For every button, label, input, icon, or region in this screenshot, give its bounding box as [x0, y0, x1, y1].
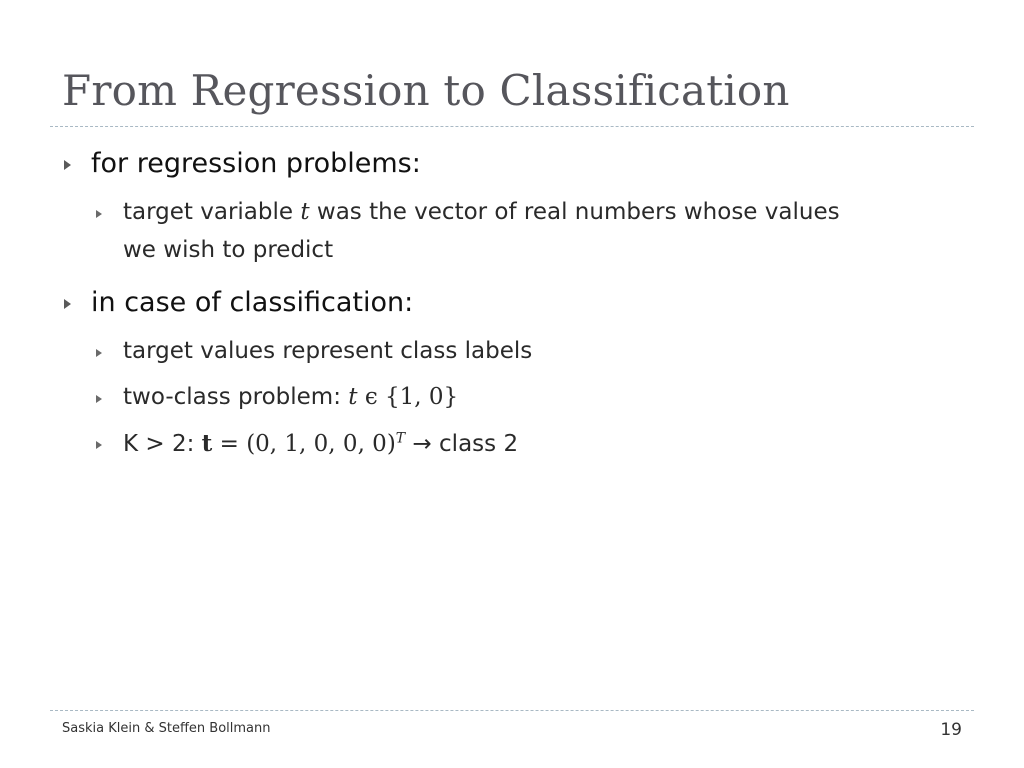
title-divider [50, 126, 974, 127]
sub-bullet-text: target variable [123, 199, 301, 225]
math-set: {1, 0} [385, 384, 459, 410]
footer-authors: Saskia Klein & Steffen Bollmann [62, 721, 271, 736]
math-vector-t: t [201, 430, 213, 457]
math-vector-value: = (0, 1, 0, 0, 0) [212, 431, 396, 457]
sub-bullet-target-variable-line1 [123, 199, 840, 225]
math-variable-t: t [300, 199, 310, 225]
sub-bullet-k-classes [123, 430, 518, 457]
sub-bullet-two-class [123, 384, 458, 410]
bullet-classification: in case of classification: [91, 287, 414, 318]
sub-bullet-result: → class 2 [405, 431, 519, 457]
sub-bullet-arrow-icon [96, 441, 102, 449]
bullet-arrow-icon [64, 160, 71, 170]
sub-bullet-class-labels: target values represent class labels [123, 338, 533, 364]
sub-bullet-text: was the vector of real numbers whose values [309, 199, 840, 225]
footer-divider [50, 710, 974, 711]
slide-title: From Regression to Classification [62, 66, 790, 115]
bullet-regression: for regression problems: [91, 148, 421, 179]
math-element-of: ϵ [357, 384, 386, 410]
page-number: 19 [940, 720, 962, 740]
sub-bullet-arrow-icon [96, 395, 102, 403]
sub-bullet-arrow-icon [96, 349, 102, 357]
sub-bullet-label: K > 2: [123, 431, 202, 457]
bullet-arrow-icon [64, 299, 71, 309]
math-variable-t: t [348, 384, 358, 410]
sub-bullet-label: two-class problem: [123, 384, 349, 410]
sub-bullet-arrow-icon [96, 210, 102, 218]
sub-bullet-target-variable-line2: we wish to predict [123, 237, 334, 263]
math-transpose: T [395, 430, 406, 447]
